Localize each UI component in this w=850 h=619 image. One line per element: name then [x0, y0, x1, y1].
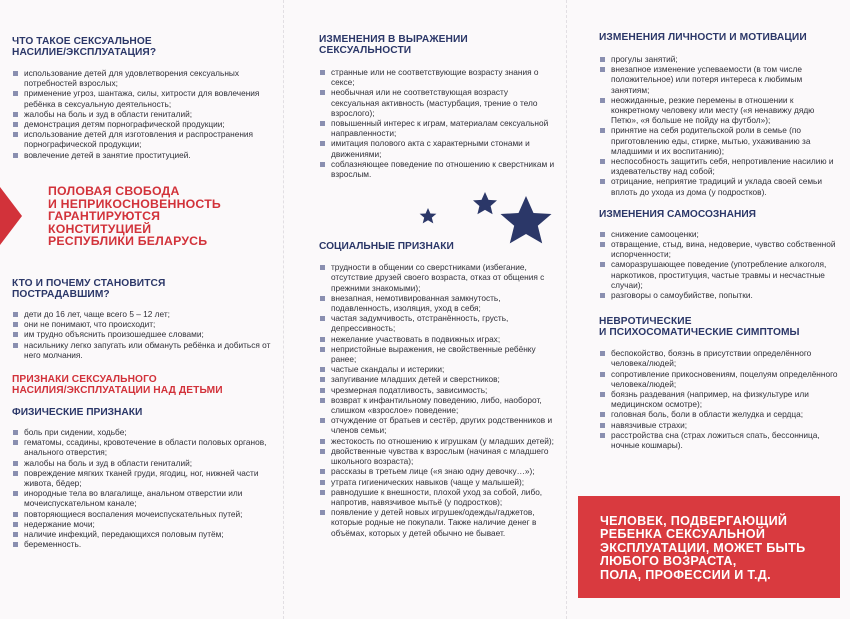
list-item: неспособность защитить себя, непротивление насилию и издевательству над собой;	[599, 156, 842, 176]
list-item: наличие инфекций, передающихся половым путём;	[12, 529, 273, 539]
medium-star-icon	[473, 192, 497, 214]
list-item: неожиданные, резкие перемены в отношении к конкретному человеку или месту («я ненавижу дядю Петю», «я больше не пойду на футбол»);	[599, 95, 842, 126]
list-item: отчуждение от братьев и сестёр, других родственников и членов семьи;	[319, 415, 558, 435]
list-item: частая задумчивость, отстранённость, грусть, депрессивность;	[319, 313, 558, 333]
social-heading: СОЦИАЛЬНЫЕ ПРИЗНАКИ	[319, 241, 454, 253]
list-item: насильнику легко запугать или обмануть ребёнка и добиться от него молчания.	[12, 340, 273, 360]
offender-banner	[578, 496, 840, 598]
list-item: повреждение мягких тканей груди, ягодиц, ног, нижней части живота, бёдер;	[12, 468, 273, 488]
list-item: разговоры о самоубийстве, попытки.	[599, 290, 842, 300]
slogan-text: ПОЛОВАЯ СВОБОДА И НЕПРИКОСНОВЕННОСТЬ ГАРАНТИРУЮТСЯ КОНСТИТУЦИЕЙ РЕСПУБЛИКИ БЕЛАРУСЬ	[48, 184, 221, 249]
list-item: повторяющиеся воспаления мочеиспускательных путей;	[12, 509, 273, 519]
sexuality-heading: ИЗМЕНЕНИЯ В ВЫРАЖЕНИИ СЕКСУАЛЬНОСТИ	[319, 34, 468, 56]
list-item: вовлечение детей в занятие проституцией.	[12, 150, 273, 160]
list-item: отрицание, неприятие традиций и уклада своей семьи вплоть до ухода из дома (у подростков).	[599, 176, 842, 196]
list-item: боль при сидении, ходьбе;	[12, 427, 273, 437]
list-item: имитация полового акта с характерными стонами и движениями;	[319, 138, 558, 158]
list-item: применение угроз, шантажа, силы, хитрости для вовлечения ребёнка в сексуальную деятельность;	[12, 88, 273, 108]
list-item: чрезмерная податливость, зависимость;	[319, 385, 558, 395]
list-item: двойственные чувства к взрослым (начиная с младшего школьного возраста);	[319, 446, 558, 466]
list-item: навязчивые страхи;	[599, 420, 842, 430]
list-item: необычная или не соответствующая возрасту сексуальная активность (мастурбация, трение о тело взрослого);	[319, 87, 558, 118]
panel-middle	[283, 0, 566, 619]
list-item: равнодушие к внешности, плохой уход за собой, либо, напротив, навязчивое мытьё (у подростков);	[319, 487, 558, 507]
list-item: возврат к инфантильному поведению, либо, наоборот, слишком «взрослое» поведение;	[319, 395, 558, 415]
list-item: беременность.	[12, 539, 273, 549]
list-item: боязнь раздевания (например, на физкультуре или медицинском осмотре);	[599, 389, 842, 409]
list-item: утрата гигиенических навыков (чаще у малышей);	[319, 477, 558, 487]
list-item: жестокость по отношению к игрушкам (у младших детей);	[319, 436, 558, 446]
list-item: жалобы на боль и зуд в области гениталий;	[12, 109, 273, 119]
list-item: трудности в общении со сверстниками (избегание, отсутствие друзей своего возраста, отказ от общения с прежними знакомыми);	[319, 262, 558, 293]
list-item: повышенный интерес к играм, материалам сексуальной направленности;	[319, 118, 558, 138]
who-list	[12, 309, 273, 360]
list-item: появление у детей новых игрушек/одежды/гаджетов, которые родные не покупали. Также наличие денег в объёмах, которых у детей обычно не бывает.	[319, 507, 558, 538]
list-item: внезапное изменение успеваемости (в том числе положительное) или потеря интереса к любимым занятиям;	[599, 64, 842, 95]
list-item: нежелание участвовать в подвижных играх;	[319, 334, 558, 344]
neurotic-heading: НЕВРОТИЧЕСКИЕ И ПСИХОСОМАТИЧЕСКИЕ СИМПТОМЫ	[599, 316, 800, 339]
self-awareness-list	[599, 229, 842, 300]
list-item: непристойные выражения, не свойственные ребёнку ранее;	[319, 344, 558, 364]
list-item: расстройства сна (страх ложиться спать, бессонница, ночные кошмары).	[599, 430, 842, 450]
list-item: сопротивление прикосновениям, поцелуям определённого человека/людей;	[599, 369, 842, 389]
list-item: использование детей для удовлетворения сексуальных потребностей взрослых;	[12, 68, 273, 88]
self-awareness-heading: ИЗМЕНЕНИЯ САМОСОЗНАНИЯ	[599, 208, 756, 220]
physical-list	[12, 427, 273, 549]
list-item: рассказы в третьем лице («я знаю одну девочку…»);	[319, 466, 558, 476]
red-triangle-icon	[0, 187, 22, 245]
list-item: им трудно объяснить произошедшее словами;	[12, 329, 273, 339]
neurotic-list	[599, 348, 842, 450]
list-item: дети до 16 лет, чаще всего 5 – 12 лет;	[12, 309, 273, 319]
signs-heading: ПРИЗНАКИ СЕКСУАЛЬНОГО НАСИЛИЯ/ЭКСПЛУАТАЦИИ НАД ДЕТЬМИ	[12, 374, 223, 397]
list-item: внезапная, немотивированная замкнутость, подавленность, изоляция, уход в себя;	[319, 293, 558, 313]
list-item: головная боль, боли в области желудка и сердца;	[599, 409, 842, 419]
list-item: снижение самооценки;	[599, 229, 842, 239]
list-item: жалобы на боль и зуд в области гениталий;	[12, 458, 273, 468]
list-item: они не понимают, что происходит;	[12, 319, 273, 329]
list-item: инородные тела во влагалище, анальном отверстии или мочеиспускательном канале;	[12, 488, 273, 508]
list-item: отвращение, стыд, вина, недоверие, чувство собственной испорченности;	[599, 239, 842, 259]
personality-list	[599, 54, 842, 197]
list-item: принятие на себя родительской роли в семье (по приготовлению еды, стирке, мытью, ухаживанию за младшими и их воспитанию);	[599, 125, 842, 156]
what-is-list	[12, 68, 273, 160]
who-heading: КТО И ПОЧЕМУ СТАНОВИТСЯ ПОСТРАДАВШИМ?	[12, 278, 166, 300]
small-star-icon	[420, 208, 437, 223]
list-item: недержание мочи;	[12, 519, 273, 529]
physical-heading: ФИЗИЧЕСКИЕ ПРИЗНАКИ	[12, 407, 143, 419]
list-item: частые скандалы и истерики;	[319, 364, 558, 374]
list-item: странные или не соответствующие возрасту знания о сексе;	[319, 67, 558, 87]
list-item: запугивание младших детей и сверстников;	[319, 374, 558, 384]
constitution-slogan	[0, 185, 283, 247]
list-item: использование детей для изготовления и распространения порнографической продукции;	[12, 129, 273, 149]
list-item: прогулы занятий;	[599, 54, 842, 64]
list-item: саморазрушающее поведение (употребление алкоголя, наркотиков, проституция, частые травмы и несчастные случаи);	[599, 259, 842, 290]
banner-text: ЧЕЛОВЕК, ПОДВЕРГАЮЩИЙ РЕБЕНКА СЕКСУАЛЬНОЙ ЭКСПЛУАТАЦИИ, МОЖЕТ БЫТЬ ЛЮБОГО ВОЗРАСТА, ПОЛА, ПРОФЕССИИ И Т.Д.	[600, 514, 806, 582]
sexuality-list	[319, 67, 558, 179]
list-item: гематомы, ссадины, кровотечение в области половых органов, анального отверстия;	[12, 437, 273, 457]
large-star-icon	[501, 196, 552, 243]
list-item: соблазняющее поведение по отношению к сверстникам и взрослым.	[319, 159, 558, 179]
personality-heading: ИЗМЕНЕНИЯ ЛИЧНОСТИ И МОТИВАЦИИ	[599, 32, 807, 43]
list-item: демонстрация детям порнографической продукции;	[12, 119, 273, 129]
panel-left-lower	[0, 278, 283, 619]
social-list	[319, 262, 558, 537]
what-is-heading: ЧТО ТАКОЕ СЕКСУАЛЬНОЕ НАСИЛИЕ/ЭКСПЛУАТАЦИЯ?	[12, 36, 157, 58]
decorative-stars	[418, 188, 568, 258]
list-item: беспокойство, боязнь в присутствии определённого человека/людей;	[599, 348, 842, 368]
